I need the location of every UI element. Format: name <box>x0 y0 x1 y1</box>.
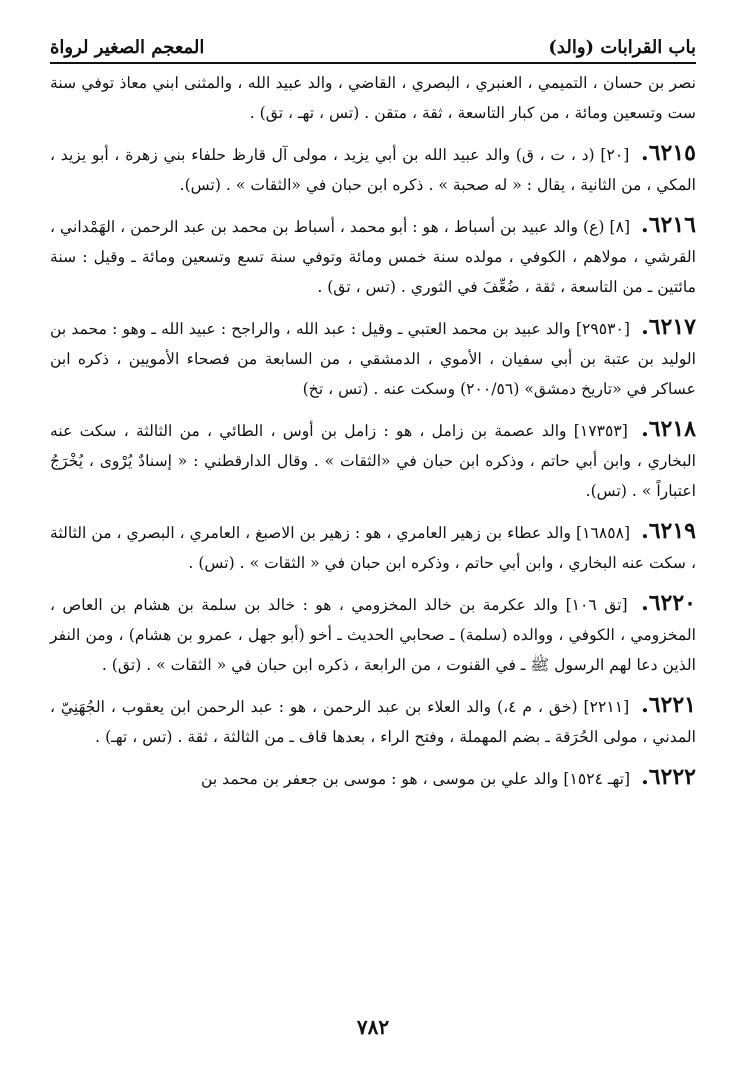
entry-6216 <box>50 210 696 302</box>
entry-continuation <box>50 68 696 128</box>
entry-text: [٢٠] (د ، ت ، ق) والد عبيد الله بن أبي يزيد ، مولى آل قارظ حلفاء بني زهرة ، أبو يزيد ، المكي ، من الثانية ، يقال : « له صحبة » . ذكره ابن حبان في «الثقات » . (تس). <box>50 146 696 194</box>
entry-text: [١٦٨٥٨] والد عطاء بن زهير العامري ، هو : زهير بن الاصبغ ، العامري ، البصري ، من الثالثة ، سكت عنه البخاري ، وابن أبي حاتم ، وذكره ابن حبان في « الثقات » . (تس) . <box>50 524 696 572</box>
entry-6219 <box>50 516 696 578</box>
entry-6217 <box>50 312 696 404</box>
entry-number: ٦٢١٦. <box>641 212 696 238</box>
page-body <box>50 68 696 978</box>
entry-number: ٦٢١٥. <box>641 140 696 166</box>
header-rule <box>50 62 696 64</box>
entry-6222 <box>50 762 696 794</box>
entry-text: [تهـ ١٥٢٤] والد علي بن موسى ، هو : موسى بن جعفر بن محمد بن <box>201 770 631 788</box>
page-number: ٧٨٢ <box>356 1015 390 1039</box>
entry-number: ٦٢١٨. <box>641 416 696 442</box>
running-header <box>50 28 696 58</box>
entry-6215 <box>50 138 696 200</box>
book-title: المعجم الصغير لرواة <box>50 37 205 58</box>
entry-text: [٨] (ع) والد عبيد بن أسباط ، هو : أبو محمد ، أسباط بن محمد بن عبد الرحمن ، الهَمْداني ، القرشي ، مولاهم ، الكوفي ، مولده سنة خمس ومائة وتوفي سنة تسع وتسعين ومائة ـ وقيل : سنة مائتين ـ من التاسعة ، ثقة ، ضُعِّفَ في الثوري . (تس ، تق) . <box>50 218 696 296</box>
entry-text: [١٧٣٥٣] والد عصمة بن زامل ، هو : زامل بن أوس ، الطائي ، من الثالثة ، سكت عنه البخاري ، وابن أبي حاتم ، وذكره ابن حبان في «الثقات » . وقال الدارقطني : « إسنادٌ يُرْوى ، يُخْرَجُ اعتباراً » . (تس). <box>50 422 696 500</box>
chapter-title: باب القرابات (والد) <box>548 37 696 58</box>
entry-number: ٦٢٢٠. <box>641 590 696 616</box>
entry-number: ٦٢١٧. <box>641 314 696 340</box>
entry-number: ٦٢٢١. <box>641 692 696 718</box>
entry-6221 <box>50 690 696 752</box>
entry-6218 <box>50 414 696 506</box>
entry-number: ٦٢١٩. <box>641 518 696 544</box>
entry-6220 <box>50 588 696 680</box>
entry-text: [٢٩٥٣٠] والد عبيد بن محمد العتبي ـ وقيل : عبد الله ، والراجح : عبيد الله ـ وهو : محمد بن الوليد بن عتبة بن أبي سفيان ، الأموي ، الدمشقي ، من السابعة من فصحاء الأمويين ، ذكره ابن عساكر في «تاريخ دمشق» (٢٠٠/٥٦) وسكت عنه . (تس ، تخ) <box>50 320 696 398</box>
entry-text: [تق ١٠٦] والد عكرمة بن خالد المخزومي ، هو : خالد بن سلمة بن هشام بن العاص ، المخزومي ، الكوفي ، ووالده (سلمة) ـ صحابي الحديث ـ أخو (أبو جهل ، عمرو بن هشام) ، ومن النفر الذين دعا لهم الرسول ﷺ ـ في القنوت ، من الرابعة ، ذكره ابن حبان في « الثقات » . (تق) . <box>50 596 696 674</box>
entry-text: [٢٢١١] (خق ، م ٤،) والد العلاء بن عبد الرحمن ، هو : عبد الرحمن ابن يعقوب ، الجُهَنِيّ ، المدني ، مولى الحُرَقة ـ بضم المهملة ، وفتح الراء ، بعدها قاف ـ من الثالثة ، ثقة . (تس ، تهـ) . <box>50 698 696 746</box>
entry-number: ٦٢٢٢. <box>641 764 696 790</box>
entry-text: نصر بن حسان ، التميمي ، العنبري ، البصري ، القاضي ، والد عبيد الله ، والمثنى ابني معاذ توفي سنة ست وتسعين ومائة ، من كبار التاسعة ، ثقة ، متقن . (تس ، تهـ ، تق) . <box>50 74 696 122</box>
